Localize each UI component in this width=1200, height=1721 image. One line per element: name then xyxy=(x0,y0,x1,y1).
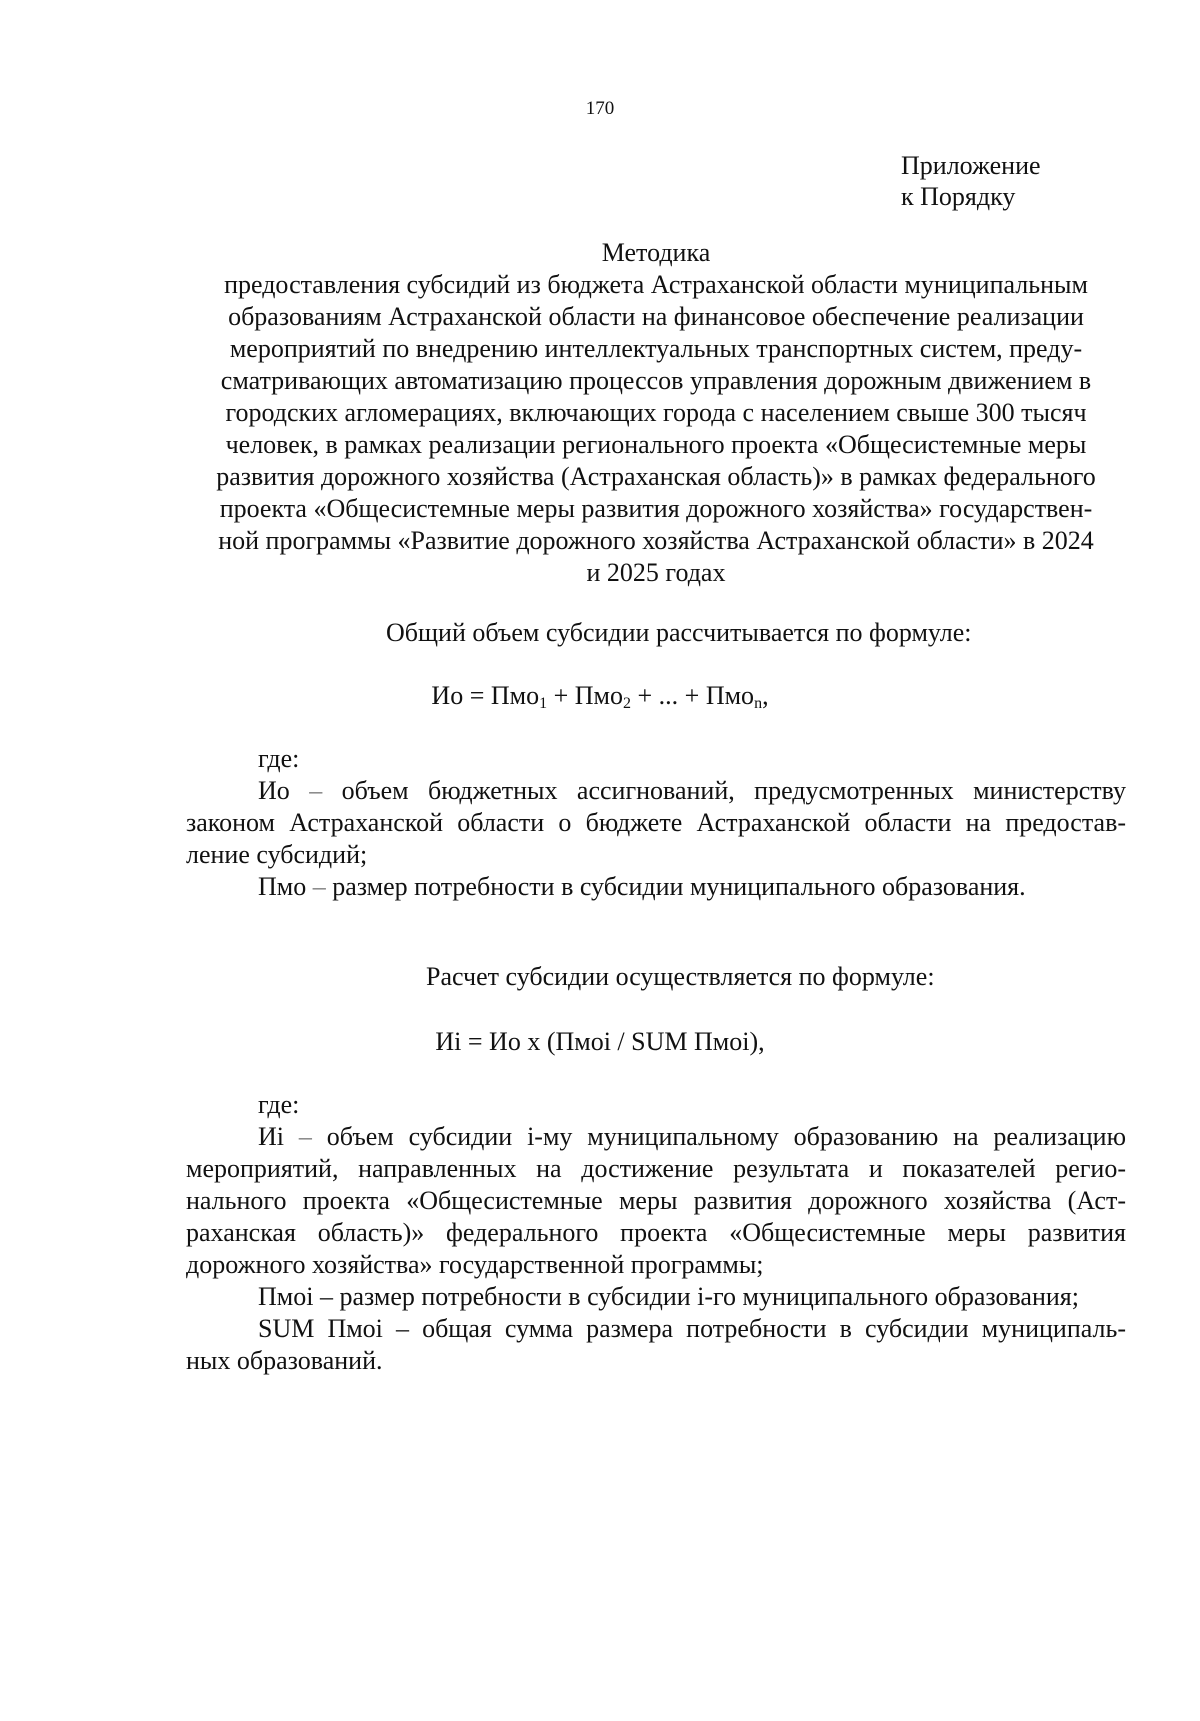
appendix-label: Приложение xyxy=(901,151,1041,180)
definitions-total xyxy=(186,743,1126,903)
dash: – xyxy=(306,872,333,901)
definition-text: размер потребности в субсидии муниципального образования. xyxy=(332,872,1026,901)
title-line: проекта «Общесистемные меры развития дорожного хозяйства» государствен- xyxy=(219,494,1093,523)
definition-text: объем бюджетных ассигнований, предусмотренных министерству xyxy=(341,776,1126,805)
formula-part: Ио = Пмо xyxy=(431,681,540,710)
title-line: ной программы «Развитие дорожного хозяйства Астраханской области» в 2024 xyxy=(218,526,1094,555)
definition-line: Пмоi – размер потребности в субсидии i-го муниципального образования; xyxy=(258,1282,1079,1311)
appendix-reference: к Порядку xyxy=(901,182,1016,211)
definition-text: объем субсидии i-му муниципальному образованию на реализацию xyxy=(326,1122,1126,1151)
formula-total xyxy=(0,680,1200,712)
title-line: сматривающих автоматизацию процессов управления дорожным движением в xyxy=(220,366,1092,395)
definition-line: раханская область)» федерального проекта «Общесистемные меры развития xyxy=(186,1218,1126,1247)
title-line: городских агломерациях, включающих города с населением свыше 300 тысяч xyxy=(225,398,1087,427)
definition-term: Иi xyxy=(258,1122,284,1151)
definition-line: ление субсидий; xyxy=(186,840,368,869)
formula-subscript: n xyxy=(754,695,763,712)
definition-line: ных образований. xyxy=(186,1346,383,1375)
definition-line: дорожного хозяйства» государственной программы; xyxy=(186,1250,764,1279)
definition-term: Пмо xyxy=(258,872,307,901)
definition-line: нального проекта «Общесистемные меры развития дорожного хозяйства (Аст- xyxy=(186,1186,1126,1215)
title-line: развития дорожного хозяйства (Астраханская область)» в рамках федерального xyxy=(216,462,1096,491)
formula-calc: Иi = Ио x (Пмоi / SUM Пмоi), xyxy=(435,1027,765,1056)
definition-term: Ио xyxy=(258,776,290,805)
definition-line xyxy=(186,775,1126,807)
dash: – xyxy=(289,776,342,805)
title-line: образованиям Астраханской области на финансовое обеспечение реализации xyxy=(228,302,1084,331)
formula-intro-total: Общий объем субсидии рассчитывается по формуле: xyxy=(386,618,972,647)
formula-intro-calc: Расчет субсидии осуществляется по формуле: xyxy=(426,962,935,991)
definition-line xyxy=(186,871,1126,903)
where-label: где: xyxy=(258,744,300,773)
formula-part: , xyxy=(762,681,769,710)
formula-subscript: 2 xyxy=(623,695,631,712)
document-title xyxy=(186,237,1126,589)
formula-part: + ... + Пмо xyxy=(631,681,755,710)
definition-line: мероприятий, направленных на достижение результата и показателей регио- xyxy=(186,1154,1126,1183)
formula-subscript: 1 xyxy=(539,695,548,712)
definition-line: SUM Пмоi – общая сумма размера потребности в субсидии муниципаль- xyxy=(258,1314,1126,1343)
title-line: предоставления субсидий из бюджета Астраханской области муниципальным xyxy=(224,270,1088,299)
definitions-calc xyxy=(186,1089,1126,1377)
definition-line xyxy=(186,1121,1126,1153)
title-line: и 2025 годах xyxy=(586,558,726,587)
formula-part: + Пмо xyxy=(547,681,623,710)
title-line: человек, в рамках реализации регионального проекта «Общесистемные меры xyxy=(225,430,1087,459)
page-number: 170 xyxy=(585,98,615,119)
appendix-header xyxy=(901,150,1041,212)
where-label: где: xyxy=(258,1090,300,1119)
title-line: мероприятий по внедрению интеллектуальных транспортных систем, преду- xyxy=(229,334,1083,363)
definition-line: законом Астраханской области о бюджете Астраханской области на предостав- xyxy=(186,808,1126,837)
title-heading: Методика xyxy=(601,238,711,267)
dash: – xyxy=(284,1122,327,1151)
